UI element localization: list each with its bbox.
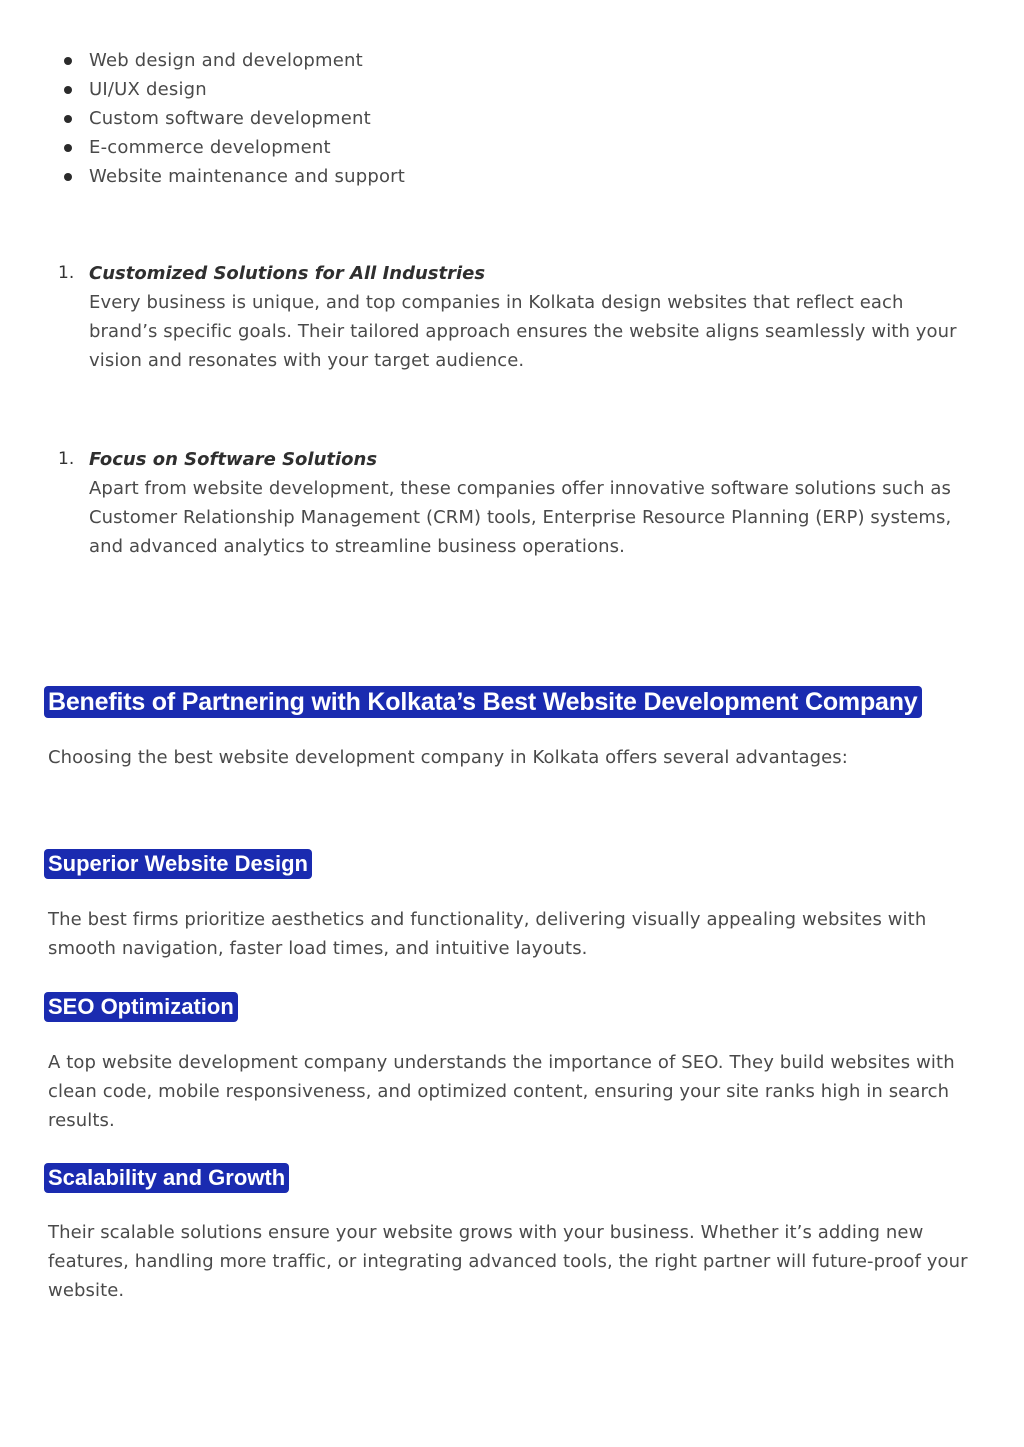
section-body-superior-design: The best firms prioritize aesthetics and functionality, delivering visually appealing websites with smooth navigation, faster load times, and intuitive layouts. xyxy=(48,909,927,959)
list-item: E-commerce development xyxy=(60,133,405,162)
benefits-heading: Benefits of Partnering with Kolkata’s Best Website Development Company xyxy=(44,686,922,718)
list-item: Custom software development xyxy=(60,104,405,133)
list-item: Web design and development xyxy=(60,46,405,75)
section-heading-seo: SEO Optimization xyxy=(44,992,238,1023)
benefits-intro: Choosing the best website development company in Kolkata offers several advantages: xyxy=(48,747,848,768)
numbered-item-customized-solutions xyxy=(58,259,978,375)
bullet-dot-icon xyxy=(64,86,72,94)
item-number: 1. xyxy=(58,449,75,469)
item-title: Customized Solutions for All Industries xyxy=(89,263,486,284)
item-number: 1. xyxy=(58,263,75,283)
bullet-dot-icon xyxy=(64,144,72,152)
item-body: Apart from website development, these companies offer innovative software solutions such as Customer Relationship Management (CRM) tools, Enterprise Resource Planning (ERP) systems, and advanced analytics to streamline business operations. xyxy=(89,478,952,557)
section-heading-scalability: Scalability and Growth xyxy=(44,1163,289,1194)
list-item: UI/UX design xyxy=(60,75,405,104)
bullet-dot-icon xyxy=(64,115,72,123)
numbered-item-software-solutions xyxy=(58,445,978,561)
item-title: Focus on Software Solutions xyxy=(89,449,378,470)
list-item: Website maintenance and support xyxy=(60,162,405,191)
section-body-scalability: Their scalable solutions ensure your website grows with your business. Whether it’s adding new features, handling more traffic, or integrating advanced tools, the right partner will future-proof your website. xyxy=(48,1222,968,1301)
section-body-seo: A top website development company understands the importance of SEO. They build websites with clean code, mobile responsiveness, and optimized content, ensuring your site ranks high in search results. xyxy=(48,1052,955,1131)
item-body: Every business is unique, and top companies in Kolkata design websites that reflect each brand’s specific goals. Their tailored approach ensures the website aligns seamlessly with your vision and resonates with your target audience. xyxy=(89,292,957,371)
bullet-dot-icon xyxy=(64,57,72,65)
bullet-dot-icon xyxy=(64,173,72,181)
section-heading-superior-design: Superior Website Design xyxy=(44,849,312,880)
services-bullet-list xyxy=(60,46,405,191)
